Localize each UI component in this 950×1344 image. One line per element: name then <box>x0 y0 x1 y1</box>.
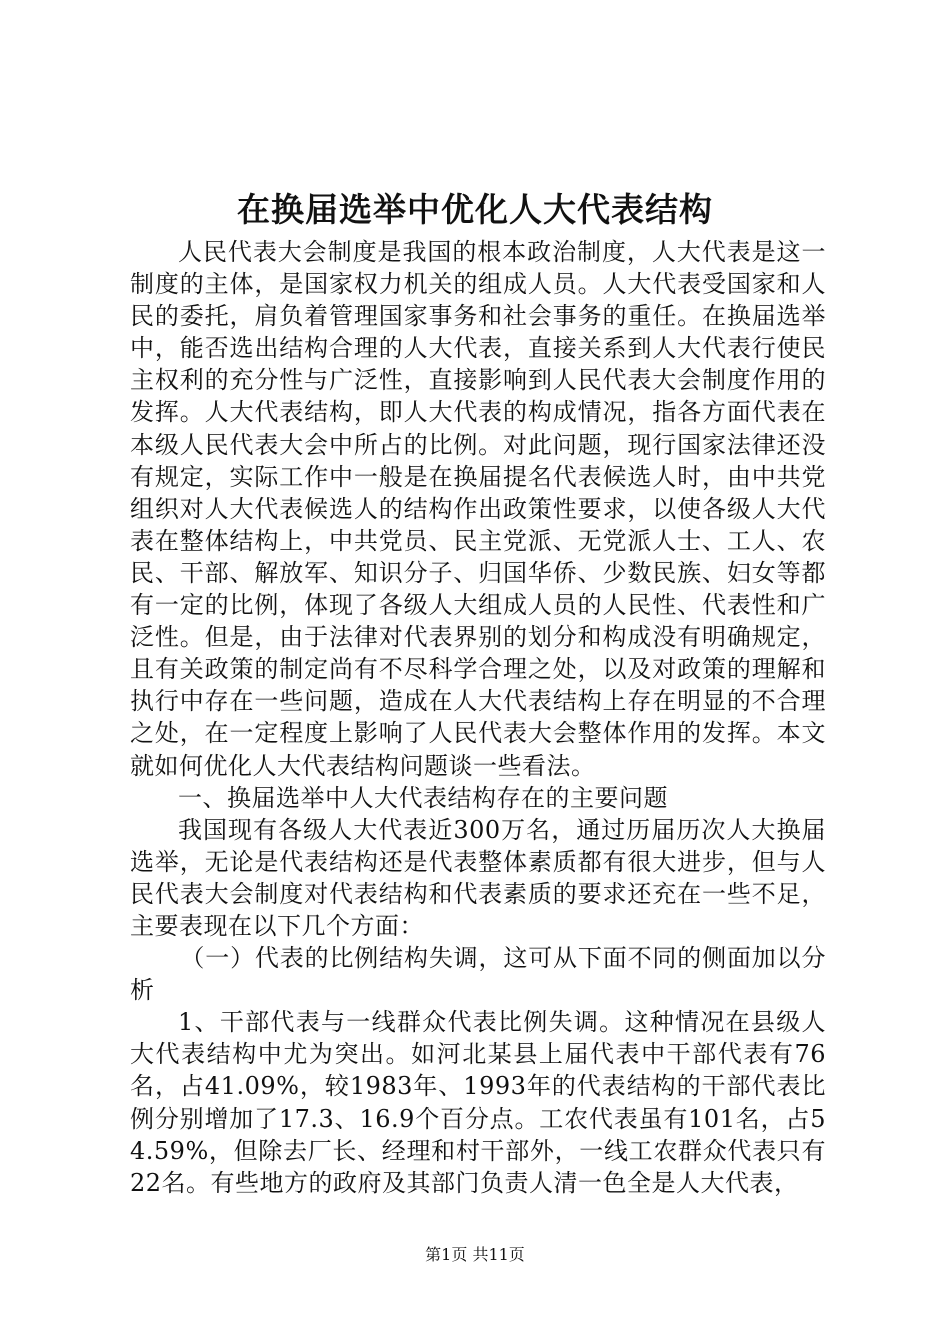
page-footer: 第1页 共11页 <box>425 1245 525 1264</box>
paragraph-overview: 我国现有各级人大代表近300万名，通过历届历次人大换届选举，无论是代表结构还是代表整体素质都有很大进步，但与人民代表大会制度对代表结构和代表素质的要求还充在一些不足，主要表现在以下几个方面： <box>130 815 826 940</box>
document-body <box>130 236 826 1199</box>
document-title: 在换届选举中优化人大代表结构 <box>237 190 713 229</box>
paragraph-point-1: 1、干部代表与一线群众代表比例失调。这种情况在县级人大代表结构中尤为突出。如河北某县上届代表中干部代表有76名，占41.09%，较1983年、1993年的代表结构的干部代表比例分别增加了17.3、16.9个百分点。工农代表虽有101名，占54.59%，但除去厂长、经理和村干部外，一线工农群众代表只有22名。有些地方的政府及其部门负责人清一色全是人大代表， <box>130 1008 826 1197</box>
paragraph-intro: 人民代表大会制度是我国的根本政治制度，人大代表是这一制度的主体，是国家权力机关的组成人员。人大代表受国家和人民的委托，肩负着管理国家事务和社会事务的重任。在换届选举中，能否选出结构合理的人大代表，直接关系到人大代表行使民主权利的充分性与广泛性，直接影响到人民代表大会制度作用的发挥。人大代表结构，即人大代表的构成情况，指各方面代表在本级人民代表大会中所占的比例。对此问题，现行国家法律还没有规定，实际工作中一般是在换届提名代表候选人时，由中共党组织对人大代表候选人的结构作出政策性要求，以使各级人大代表在整体结构上，中共党员、民主党派、无党派人士、工人、农民、干部、解放军、知识分子、归国华侨、少数民族、妇女等都有一定的比例，体现了各级人大组成人员的人民性、代表性和广泛性。但是，由于法律对代表界别的划分和构成没有明确规定，且有关政策的制定尚有不尽科学合理之处，以及对政策的理解和执行中存在一些问题，造成在人大代表结构上存在明显的不合理之处，在一定程度上影响了人民代表大会整体作用的发挥。本文就如何优化人大代表结构问题谈一些看法。 <box>130 238 826 780</box>
subsection-heading-1: （一）代表的比例结构失调，这可从下面不同的侧面加以分析 <box>130 944 826 1005</box>
section-heading-1: 一、换届选举中人大代表结构存在的主要问题 <box>178 783 668 812</box>
